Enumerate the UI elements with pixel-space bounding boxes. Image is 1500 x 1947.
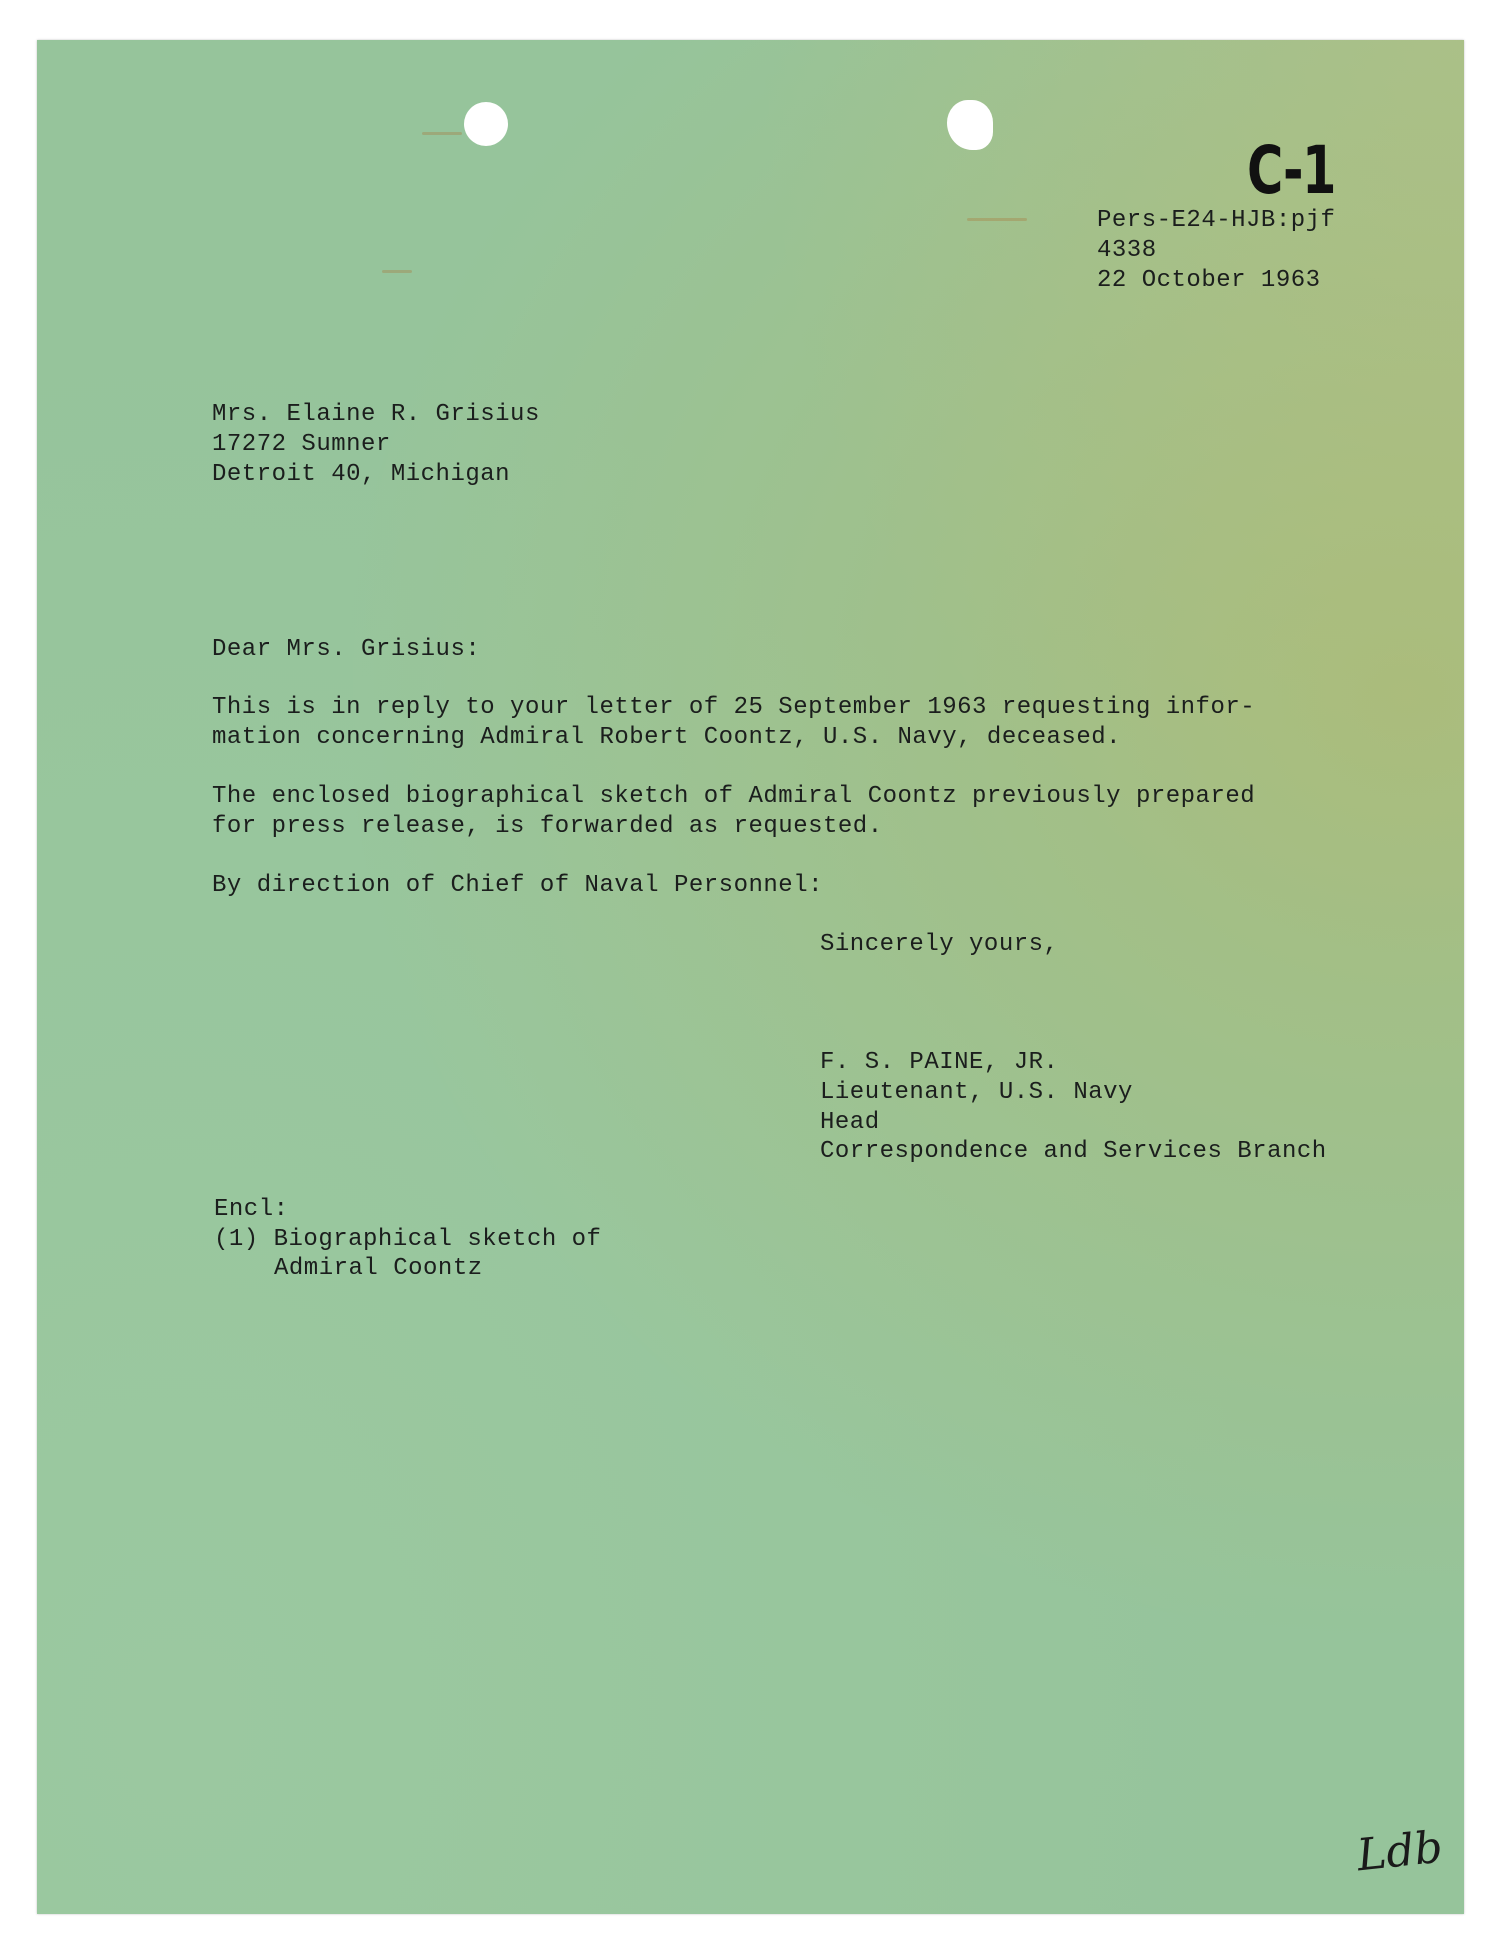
handwritten-initials: Ldb [1354, 1821, 1445, 1882]
salutation: Dear Mrs. Grisius: [212, 636, 481, 663]
reference-code: Pers-E24-HJB:pjf [1097, 207, 1336, 234]
punch-hole-left [464, 102, 508, 146]
recipient-city: Detroit 40, Michigan [212, 461, 511, 488]
signer-name: F. S. PAINE, JR. [820, 1049, 1059, 1076]
body-paragraph-1-line-1: This is in reply to your letter of 25 September 1963 requesting infor- [212, 694, 1256, 721]
body-paragraph-1-line-2: mation concerning Admiral Robert Coontz, U.S. Navy, deceased. [212, 724, 1122, 751]
signer-rank: Lieutenant, U.S. Navy [820, 1079, 1133, 1106]
body-paragraph-3: By direction of Chief of Naval Personnel: [212, 872, 823, 899]
recipient-name: Mrs. Elaine R. Grisius [212, 401, 540, 428]
letter-date: 22 October 1963 [1097, 267, 1321, 294]
rust-mark [382, 270, 412, 273]
body-paragraph-2-line-2: for press release, is forwarded as requested. [212, 813, 883, 840]
punch-hole-right [947, 100, 993, 150]
rust-mark [967, 218, 1027, 221]
file-stamp: C-1 [1247, 132, 1335, 209]
rust-mark [422, 132, 462, 135]
enclosure-item-line-2: Admiral Coontz [274, 1255, 483, 1282]
closing: Sincerely yours, [820, 931, 1059, 958]
enclosure-item-line-1: (1) Biographical sketch of [214, 1226, 602, 1253]
signer-branch: Correspondence and Services Branch [820, 1138, 1327, 1165]
recipient-street: 17272 Sumner [212, 431, 391, 458]
letter-page [37, 40, 1464, 1914]
enclosure-label: Encl: [214, 1196, 289, 1223]
body-paragraph-2-line-1: The enclosed biographical sketch of Admiral Coontz previously prepared [212, 783, 1256, 810]
signer-title: Head [820, 1109, 880, 1136]
reference-number: 4338 [1097, 237, 1157, 264]
